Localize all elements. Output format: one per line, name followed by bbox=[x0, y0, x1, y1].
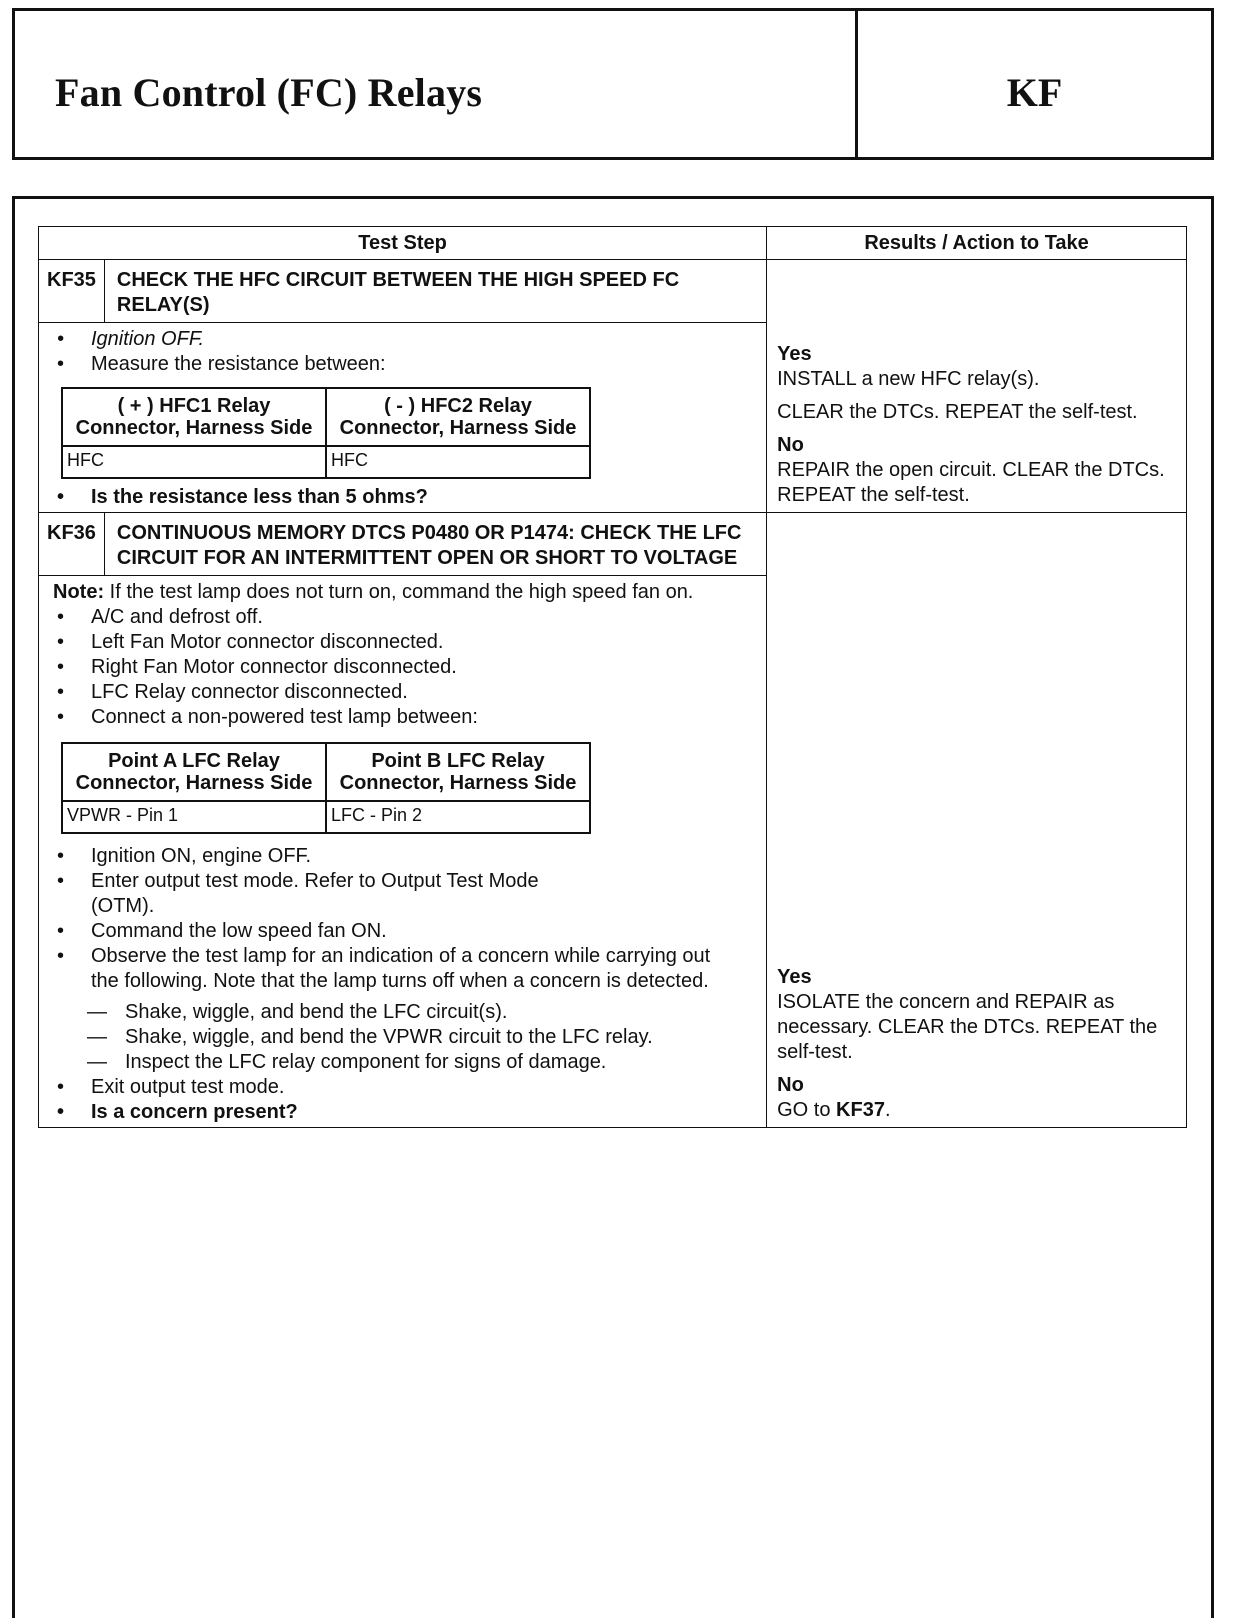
sub-list-item: — Inspect the LFC relay component for signs of damage. bbox=[53, 1050, 756, 1075]
table-header-row bbox=[39, 227, 1187, 260]
no-action-suffix: . bbox=[884, 1099, 891, 1121]
step-id: KF36 bbox=[39, 513, 105, 576]
page-header bbox=[12, 8, 1214, 160]
yes-action: INSTALL a new HFC relay(s). bbox=[777, 368, 1040, 390]
test-step-table bbox=[38, 226, 1187, 1128]
measurement-table bbox=[61, 387, 591, 479]
step-id: KF35 bbox=[39, 260, 105, 323]
yes-label: Yes bbox=[777, 343, 812, 365]
question: • Is the resistance less than 5 ohms? bbox=[53, 485, 756, 510]
list-item: • Observe the test lamp for an indication of a concern while carrying out the following. Note that the lamp turns off when a concern is detected. bbox=[53, 944, 736, 994]
yes-label: Yes bbox=[777, 966, 812, 988]
sub-header-point-b: Point B LFC Relay Connector, Harness Side bbox=[326, 743, 590, 801]
test-lamp-table bbox=[61, 742, 591, 834]
no-action bbox=[777, 1098, 1176, 1123]
list-item: • Command the low speed fan ON. bbox=[53, 919, 736, 944]
goto-step-link[interactable]: KF37 bbox=[836, 1099, 885, 1121]
results-header: Results / Action to Take bbox=[767, 227, 1187, 260]
step-title: CONTINUOUS MEMORY DTCS P0480 OR P1474: CHECK THE LFC CIRCUIT FOR AN INTERMITTENT OPEN OR SHORT TO VOLTAGE bbox=[104, 513, 766, 576]
kf36-procedure bbox=[39, 576, 767, 1128]
note-text: If the test lamp does not turn on, command the high speed fan on. bbox=[104, 581, 694, 603]
list-item: • Right Fan Motor connector disconnected. bbox=[53, 655, 756, 680]
sub-list-item: — Shake, wiggle, and bend the VPWR circuit to the LFC relay. bbox=[53, 1025, 756, 1050]
no-action-prefix: GO to bbox=[777, 1099, 837, 1121]
kf36-title-row bbox=[39, 513, 1187, 576]
test-step-header: Test Step bbox=[39, 227, 767, 260]
section-code: KF bbox=[1006, 70, 1063, 115]
question: • Is a concern present? bbox=[53, 1100, 756, 1125]
yes-action: ISOLATE the concern and REPAIR as necessary. CLEAR the DTCs. REPEAT the self-test. bbox=[777, 991, 1158, 1063]
sub-cell: HFC bbox=[326, 446, 590, 478]
sub-cell: VPWR - Pin 1 bbox=[62, 801, 326, 833]
list-item: • LFC Relay connector disconnected. bbox=[53, 680, 756, 705]
list-item: • Enter output test mode. Refer to Output Test Mode (OTM). bbox=[53, 869, 736, 919]
no-label: No bbox=[777, 434, 804, 456]
list-item: • Measure the resistance between: bbox=[53, 352, 756, 377]
sub-header-point-a: Point A LFC Relay Connector, Harness Side bbox=[62, 743, 326, 801]
list-item: • Left Fan Motor connector disconnected. bbox=[53, 630, 756, 655]
sub-cell: LFC - Pin 2 bbox=[326, 801, 590, 833]
yes-action-2: CLEAR the DTCs. REPEAT the self-test. bbox=[777, 401, 1138, 423]
sub-header-negative: ( - ) HFC2 Relay Connector, Harness Side bbox=[326, 388, 590, 446]
kf35-procedure bbox=[39, 323, 767, 513]
list-item: • Ignition OFF. bbox=[53, 327, 756, 352]
list-item: • Connect a non-powered test lamp between: bbox=[53, 705, 756, 730]
note bbox=[53, 580, 756, 605]
kf35-results bbox=[767, 260, 1187, 513]
note-label: Note: bbox=[53, 581, 105, 603]
sub-cell: HFC bbox=[62, 446, 326, 478]
page-title: Fan Control (FC) Relays bbox=[55, 70, 483, 115]
kf36-results bbox=[767, 513, 1187, 1128]
list-item: • Exit output test mode. bbox=[53, 1075, 756, 1100]
step-title: CHECK THE HFC CIRCUIT BETWEEN THE HIGH SPEED FC RELAY(S) bbox=[104, 260, 766, 323]
kf35-title-row bbox=[39, 260, 1187, 323]
list-item: • Ignition ON, engine OFF. bbox=[53, 844, 736, 869]
sub-list-item: — Shake, wiggle, and bend the LFC circuit(s). bbox=[53, 1000, 756, 1025]
sub-header-positive: ( + ) HFC1 Relay Connector, Harness Side bbox=[62, 388, 326, 446]
list-item: • A/C and defrost off. bbox=[53, 605, 756, 630]
no-action: REPAIR the open circuit. CLEAR the DTCs. REPEAT the self-test. bbox=[777, 459, 1165, 506]
no-label: No bbox=[777, 1074, 804, 1096]
